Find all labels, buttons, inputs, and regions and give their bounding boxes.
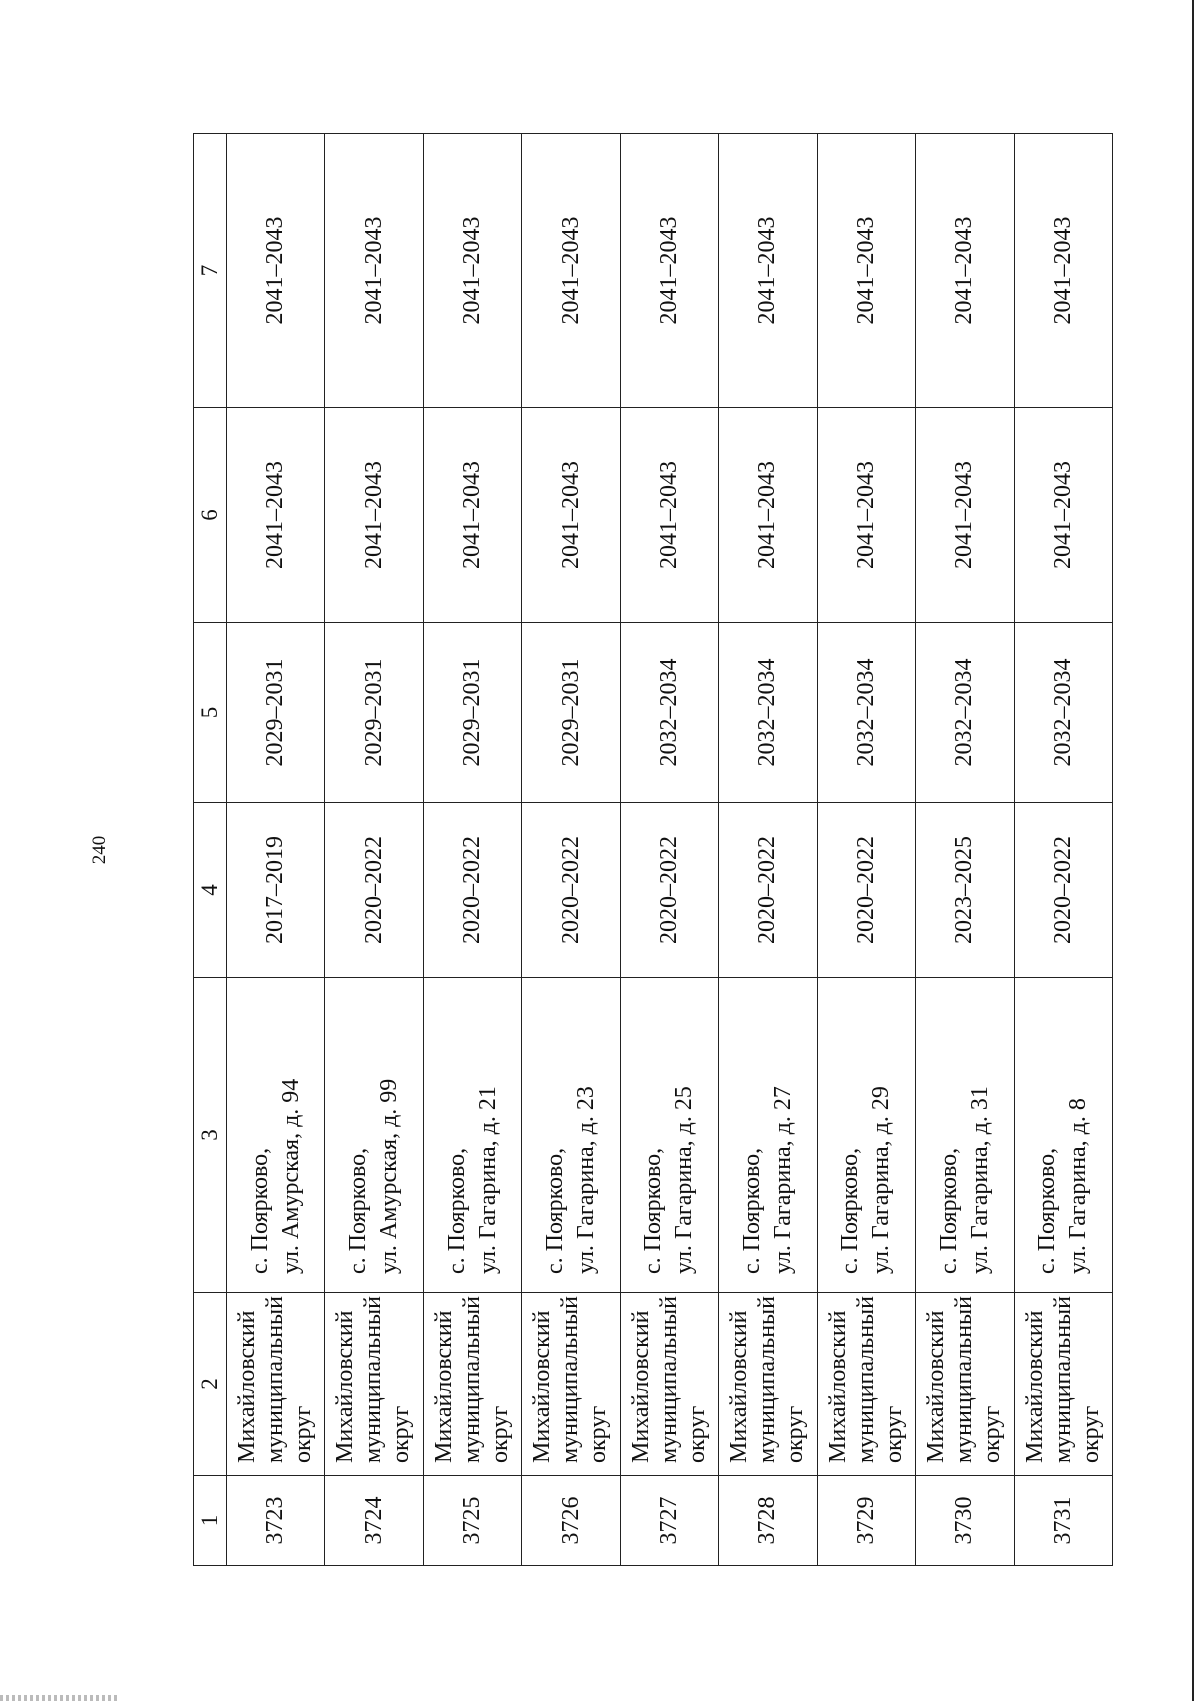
district-line: округ — [486, 1405, 513, 1463]
district-line: округ — [979, 1405, 1006, 1463]
column-header-6: 6 — [194, 408, 227, 623]
table-row — [227, 134, 325, 1566]
column-header-3: 3 — [194, 978, 227, 1293]
district-line: муниципальный — [1049, 1295, 1076, 1463]
column-header-2: 2 — [194, 1293, 227, 1476]
period-col-5: 2032–2034 — [719, 623, 817, 803]
period-col-7: 2041–2043 — [1014, 134, 1113, 408]
column-header-7: 7 — [194, 134, 227, 408]
period-col-4: 2017–2019 — [227, 803, 325, 978]
address-line: с. Поярково, — [443, 1147, 470, 1274]
period-col-5: 2032–2034 — [620, 623, 718, 803]
district-line: Михайловский — [529, 1310, 556, 1463]
period-col-4: 2020–2022 — [522, 803, 620, 978]
period-col-5: 2029–2031 — [423, 623, 521, 803]
period-col-6: 2041–2043 — [423, 408, 521, 623]
schedule-table — [193, 133, 1113, 1566]
district-line: округ — [683, 1405, 710, 1463]
district-line: Михайловский — [627, 1310, 654, 1463]
address-line: с. Поярково, — [640, 1147, 667, 1274]
column-header-5: 5 — [194, 623, 227, 803]
column-header-1: 1 — [194, 1476, 227, 1566]
district-line: муниципальный — [852, 1295, 879, 1463]
period-col-7: 2041–2043 — [817, 134, 915, 408]
row-number: 3723 — [227, 1476, 325, 1566]
district-line: Михайловский — [923, 1310, 950, 1463]
district-cell — [719, 1293, 817, 1476]
district-line: Михайловский — [234, 1310, 260, 1463]
page-number: 240 — [89, 835, 110, 865]
district-line: округ — [1077, 1405, 1104, 1463]
period-col-4: 2020–2022 — [719, 803, 817, 978]
period-col-5: 2032–2034 — [1014, 623, 1113, 803]
district-cell — [227, 1293, 325, 1476]
address-line: ул. Гагарина, д. 8 — [1065, 1098, 1092, 1274]
district-cell — [423, 1293, 521, 1476]
row-number: 3725 — [423, 1476, 521, 1566]
district-cell — [916, 1293, 1014, 1476]
period-col-6: 2041–2043 — [1014, 408, 1113, 623]
district-line: муниципальный — [951, 1295, 978, 1463]
address-line: ул. Амурская, д. 99 — [376, 1078, 403, 1274]
district-line: округ — [585, 1405, 612, 1463]
period-col-4: 2023–2025 — [916, 803, 1014, 978]
address-cell — [227, 978, 325, 1293]
address-line: с. Поярково, — [1034, 1147, 1061, 1274]
district-line: муниципальный — [360, 1295, 387, 1463]
address-cell — [522, 978, 620, 1293]
address-line: с. Поярково, — [935, 1147, 962, 1274]
address-line: ул. Гагарина, д. 29 — [868, 1086, 895, 1274]
column-header-4: 4 — [194, 803, 227, 978]
address-line: ул. Гагарина, д. 31 — [966, 1086, 993, 1274]
table-row — [620, 134, 718, 1566]
district-cell — [325, 1293, 423, 1476]
address-cell — [620, 978, 718, 1293]
address-line: с. Поярково, — [837, 1147, 864, 1274]
table-row — [719, 134, 817, 1566]
row-number: 3730 — [916, 1476, 1014, 1566]
table-row — [1014, 134, 1113, 1566]
address-line: с. Поярково, — [738, 1147, 765, 1274]
address-cell — [719, 978, 817, 1293]
district-line: муниципальный — [754, 1295, 781, 1463]
period-col-6: 2041–2043 — [916, 408, 1014, 623]
row-number: 3731 — [1014, 1476, 1113, 1566]
district-line: муниципальный — [557, 1295, 584, 1463]
period-col-7: 2041–2043 — [423, 134, 521, 408]
row-number: 3724 — [325, 1476, 423, 1566]
period-col-6: 2041–2043 — [325, 408, 423, 623]
district-line: Михайловский — [430, 1310, 457, 1463]
period-col-7: 2041–2043 — [620, 134, 718, 408]
address-cell — [423, 978, 521, 1293]
schedule-table-container — [193, 134, 1113, 1566]
period-col-5: 2029–2031 — [227, 623, 325, 803]
district-line: округ — [880, 1405, 907, 1463]
row-number: 3728 — [719, 1476, 817, 1566]
period-col-7: 2041–2043 — [325, 134, 423, 408]
address-line: ул. Гагарина, д. 23 — [573, 1086, 600, 1274]
table-row — [916, 134, 1014, 1566]
period-col-4: 2020–2022 — [620, 803, 718, 978]
row-number: 3727 — [620, 1476, 718, 1566]
period-col-7: 2041–2043 — [227, 134, 325, 408]
period-col-5: 2029–2031 — [325, 623, 423, 803]
row-number: 3729 — [817, 1476, 915, 1566]
period-col-4: 2020–2022 — [1014, 803, 1113, 978]
address-line: с. Поярково, — [542, 1147, 569, 1274]
address-line: ул. Амурская, д. 94 — [277, 1078, 304, 1274]
period-col-4: 2020–2022 — [325, 803, 423, 978]
period-col-5: 2029–2031 — [522, 623, 620, 803]
header-row — [194, 134, 227, 1566]
district-line: округ — [782, 1405, 809, 1463]
page-edge-line — [1192, 0, 1194, 1701]
address-cell — [1014, 978, 1113, 1293]
address-line: ул. Гагарина, д. 21 — [474, 1086, 501, 1274]
district-cell — [817, 1293, 915, 1476]
period-col-5: 2032–2034 — [817, 623, 915, 803]
period-col-6: 2041–2043 — [817, 408, 915, 623]
scan-artifact — [0, 1695, 120, 1701]
address-line: с. Поярково, — [246, 1147, 273, 1274]
period-col-7: 2041–2043 — [916, 134, 1014, 408]
district-line: Михайловский — [824, 1310, 851, 1463]
district-line: Михайловский — [332, 1310, 359, 1463]
period-col-6: 2041–2043 — [522, 408, 620, 623]
period-col-6: 2041–2043 — [227, 408, 325, 623]
period-col-5: 2032–2034 — [916, 623, 1014, 803]
address-line: с. Поярково, — [345, 1147, 372, 1274]
district-cell — [1014, 1293, 1113, 1476]
district-line: муниципальный — [458, 1295, 485, 1463]
district-line: муниципальный — [655, 1295, 682, 1463]
address-cell — [916, 978, 1014, 1293]
district-line: Михайловский — [726, 1310, 753, 1463]
period-col-7: 2041–2043 — [522, 134, 620, 408]
table-row — [423, 134, 521, 1566]
table-row — [522, 134, 620, 1566]
district-line: Михайловский — [1021, 1310, 1048, 1463]
table-row — [817, 134, 915, 1566]
table-row — [325, 134, 423, 1566]
district-line: округ — [290, 1405, 316, 1463]
address-line: ул. Гагарина, д. 25 — [671, 1086, 698, 1274]
period-col-4: 2020–2022 — [423, 803, 521, 978]
period-col-7: 2041–2043 — [719, 134, 817, 408]
address-line: ул. Гагарина, д. 27 — [769, 1086, 796, 1274]
address-cell — [817, 978, 915, 1293]
address-cell — [325, 978, 423, 1293]
district-line: округ — [388, 1405, 415, 1463]
period-col-6: 2041–2043 — [620, 408, 718, 623]
district-cell — [522, 1293, 620, 1476]
district-cell — [620, 1293, 718, 1476]
district-line: муниципальный — [262, 1295, 288, 1463]
period-col-4: 2020–2022 — [817, 803, 915, 978]
period-col-6: 2041–2043 — [719, 408, 817, 623]
row-number: 3726 — [522, 1476, 620, 1566]
